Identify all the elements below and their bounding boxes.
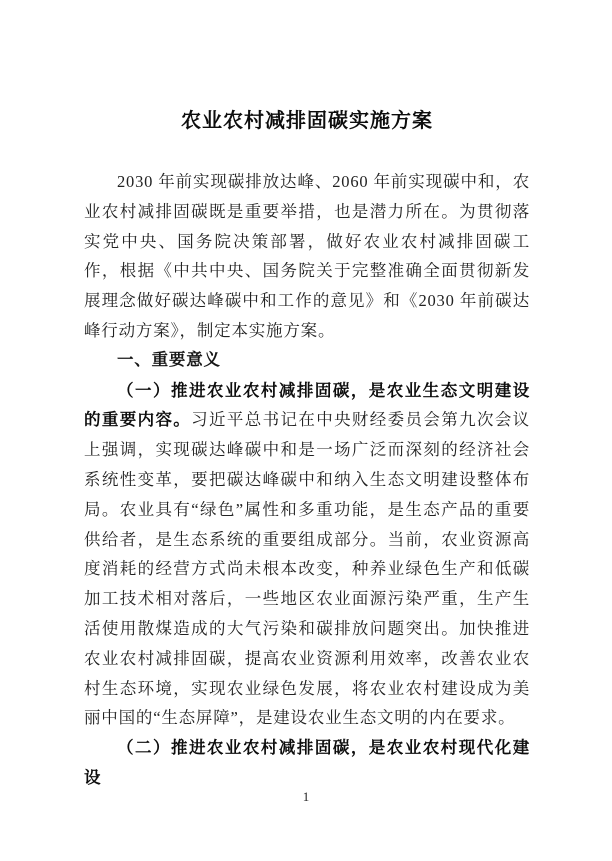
- section-heading: [84, 346, 530, 376]
- document-body: [84, 167, 530, 793]
- text-segment: 2030 年前实现碳排放达峰、2060 年前实现碳中和，农业农村减排固碳既是重要举措，也是潜力所在。为贯彻落实党中央、国务院决策部署，做好农业农村减排固碳工作，根据《中共中央、国务院关于完整准确全面贯彻新发展理念做好碳达峰碳中和工作的意见》和《2030 年前碳达峰行动方案》，制定本实施方案。: [84, 172, 530, 340]
- text-segment: 习近平总书记在中央财经委员会第九次会议上强调，实现碳达峰碳中和是一场广泛而深刻的经济社会系统性变革，要把碳达峰碳中和纳入生态文明建设整体布局。农业具有“绿色”属性和多重功能，是生态产品的重要供给者，是生态系统的重要组成部分。当前，农业资源高度消耗的经营方式尚未根本改变，种养业绿色生产和低碳加工技术相对落后，一些地区农业面源污染严重，生产生活使用散煤造成的大气污染和碳排放问题突出。加快推进农业农村减排固碳，提高农业资源利用效率，改善农业农村生态环境，实现农业绿色发展，将农业农村建设成为美丽中国的“生态屏障”，是建设农业生态文明的内在要求。: [84, 410, 530, 728]
- page-number: 1: [302, 789, 310, 804]
- document-title: 农业农村减排固碳实施方案: [181, 110, 433, 132]
- bold-text-segment: （二）推进农业农村减排固碳，是农业农村现代化建设: [84, 738, 530, 787]
- text-segment: 一、重要意义: [117, 350, 221, 369]
- paragraph: [84, 733, 530, 793]
- paragraph: [84, 167, 530, 346]
- bold-text-segment: （一）推进农业农村减排固碳，是农业生态文明建设的重要内容。: [84, 380, 530, 430]
- paragraph: [84, 376, 530, 734]
